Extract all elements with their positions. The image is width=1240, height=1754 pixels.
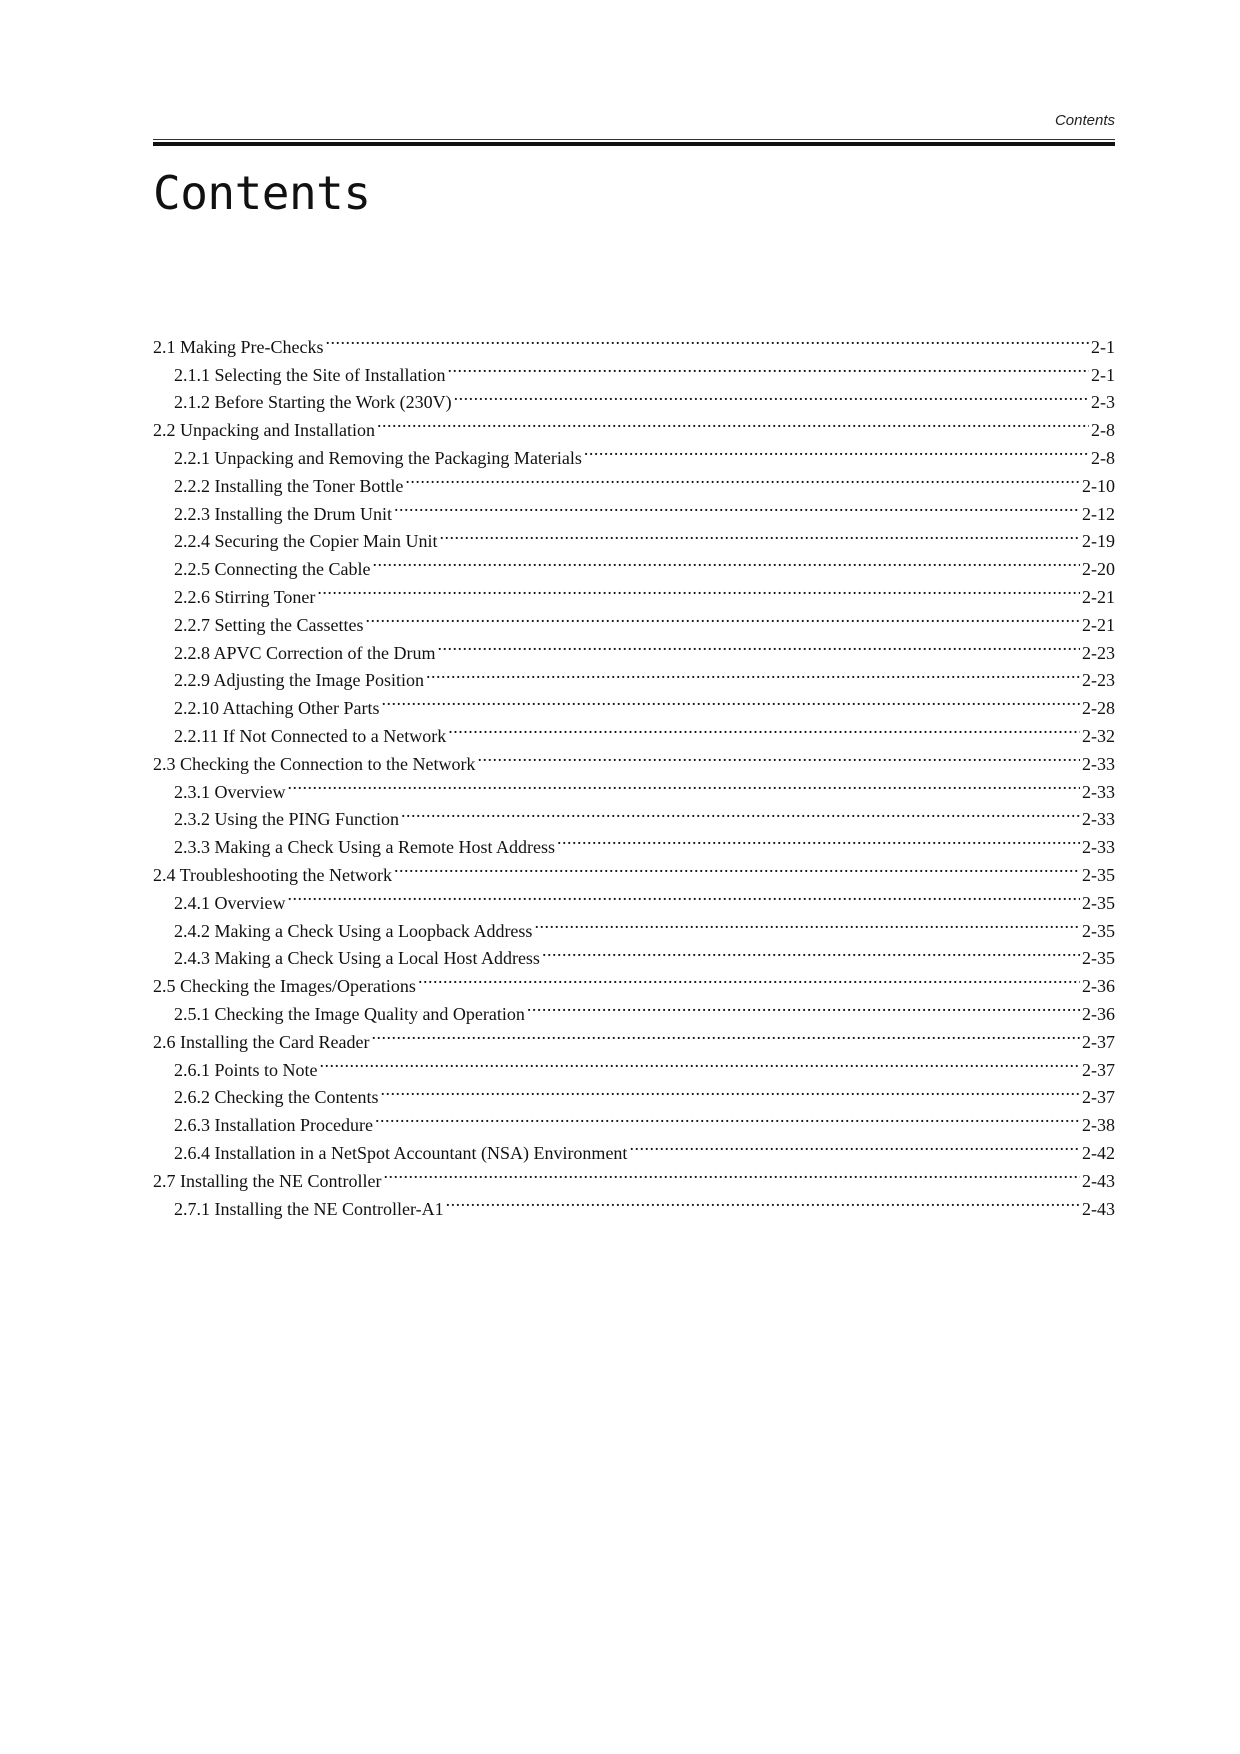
- toc-entry-page: 2-33: [1082, 781, 1115, 802]
- toc-entry-title: 2.2.1 Unpacking and Removing the Packaging Materials: [174, 447, 582, 468]
- toc-dot-leader: [629, 1131, 1080, 1159]
- toc-dot-leader: [454, 381, 1089, 409]
- toc-entry-page: 2-8: [1091, 420, 1115, 441]
- toc-dot-leader: [437, 631, 1080, 659]
- header-rule-thick: [153, 142, 1115, 146]
- toc-entry-page: 2-10: [1082, 475, 1115, 496]
- toc-entry-page: 2-35: [1082, 892, 1115, 913]
- toc-entry-page: 2-35: [1082, 864, 1115, 885]
- toc-dot-leader: [365, 603, 1080, 631]
- toc-entry-page: 2-35: [1082, 920, 1115, 941]
- toc-entry-title: 2.6 Installing the Card Reader: [153, 1031, 370, 1052]
- toc-entry-page: 2-21: [1082, 614, 1115, 635]
- toc-entry-page: 2-36: [1082, 976, 1115, 997]
- toc-entry[interactable]: [153, 770, 1115, 802]
- toc-entry-page: 2-35: [1082, 948, 1115, 969]
- toc-dot-leader: [394, 492, 1080, 520]
- toc-entry-title: 2.6.4 Installation in a NetSpot Accountant (NSA) Environment: [174, 1142, 628, 1163]
- toc-entry-title: 2.2.6 Stirring Toner: [174, 586, 316, 607]
- toc-entry-title: 2.3.2 Using the PING Function: [174, 809, 399, 830]
- toc-dot-leader: [477, 742, 1080, 770]
- toc-entry-title: 2.5.1 Checking the Image Quality and Operation: [174, 1003, 525, 1024]
- toc-dot-leader: [447, 353, 1089, 381]
- toc-entry-title: 2.2.8 APVC Correction of the Drum: [174, 642, 436, 663]
- toc-dot-leader: [380, 1076, 1080, 1104]
- table-of-contents: [153, 325, 1115, 1219]
- toc-dot-leader: [287, 770, 1080, 798]
- toc-entry-title: 2.3.3 Making a Check Using a Remote Host Address: [174, 837, 555, 858]
- toc-dot-leader: [372, 547, 1080, 575]
- toc-entry-title: 2.4.3 Making a Check Using a Local Host Address: [174, 948, 540, 969]
- toc-entry[interactable]: [153, 909, 1115, 941]
- running-header: Contents: [1054, 112, 1115, 129]
- header-rule-thin: [153, 139, 1115, 140]
- toc-entry-title: 2.2.9 Adjusting the Image Position: [174, 670, 424, 691]
- toc-entry-page: 2-37: [1082, 1059, 1115, 1080]
- page-title: Contents: [153, 166, 371, 220]
- toc-entry-page: 2-37: [1082, 1031, 1115, 1052]
- toc-entry-title: 2.2.4 Securing the Copier Main Unit: [174, 531, 438, 552]
- toc-entry-title: 2.6.3 Installation Procedure: [174, 1115, 373, 1136]
- toc-entry-title: 2.2.5 Connecting the Cable: [174, 559, 371, 580]
- toc-entry-title: 2.1.2 Before Starting the Work (230V): [174, 392, 452, 413]
- toc-entry-title: 2.6.1 Points to Note: [174, 1059, 318, 1080]
- toc-entry-title: 2.4.1 Overview: [174, 892, 286, 913]
- toc-dot-leader: [287, 881, 1080, 909]
- toc-dot-leader: [371, 1020, 1080, 1048]
- toc-entry-page: 2-33: [1082, 753, 1115, 774]
- toc-entry-page: 2-8: [1091, 447, 1115, 468]
- toc-entry-page: 2-33: [1082, 809, 1115, 830]
- toc-dot-leader: [527, 992, 1080, 1020]
- toc-dot-leader: [426, 659, 1080, 687]
- toc-entry-page: 2-42: [1082, 1142, 1115, 1163]
- toc-dot-leader: [320, 1048, 1080, 1076]
- toc-dot-leader: [439, 520, 1080, 548]
- toc-entry-title: 2.5 Checking the Images/Operations: [153, 976, 416, 997]
- toc-entry-title: 2.1.1 Selecting the Site of Installation: [174, 364, 446, 385]
- toc-entry-page: 2-43: [1082, 1198, 1115, 1219]
- toc-dot-leader: [325, 325, 1089, 353]
- toc-entry-page: 2-37: [1082, 1087, 1115, 1108]
- toc-dot-leader: [394, 853, 1080, 881]
- toc-entry-title: 2.2.10 Attaching Other Parts: [174, 698, 380, 719]
- toc-entry-title: 2.4.2 Making a Check Using a Loopback Address: [174, 920, 533, 941]
- toc-entry-page: 2-12: [1082, 503, 1115, 524]
- toc-entry[interactable]: [153, 798, 1115, 830]
- toc-dot-leader: [448, 714, 1080, 742]
- toc-dot-leader: [446, 1187, 1080, 1215]
- toc-entry-title: 2.4 Troubleshooting the Network: [153, 864, 393, 885]
- toc-dot-leader: [418, 964, 1080, 992]
- toc-entry-title: 2.2 Unpacking and Installation: [153, 420, 375, 441]
- toc-dot-leader: [405, 464, 1080, 492]
- toc-entry-page: 2-32: [1082, 725, 1115, 746]
- toc-dot-leader: [401, 798, 1080, 826]
- toc-entry-page: 2-38: [1082, 1115, 1115, 1136]
- toc-dot-leader: [542, 937, 1080, 965]
- toc-entry-page: 2-1: [1091, 336, 1115, 357]
- toc-entry-title: 2.2.3 Installing the Drum Unit: [174, 503, 392, 524]
- toc-entry-page: 2-23: [1082, 670, 1115, 691]
- toc-entry-title: 2.2.2 Installing the Toner Bottle: [174, 475, 404, 496]
- toc-dot-leader: [317, 575, 1080, 603]
- toc-entry-title: 2.3.1 Overview: [174, 781, 286, 802]
- toc-entry-title: 2.3 Checking the Connection to the Network: [153, 753, 476, 774]
- toc-entry-title: 2.7 Installing the NE Controller: [153, 1170, 382, 1191]
- toc-entry-page: 2-21: [1082, 586, 1115, 607]
- toc-entry[interactable]: [153, 325, 1115, 357]
- toc-entry-page: 2-20: [1082, 559, 1115, 580]
- toc-dot-leader: [383, 1159, 1080, 1187]
- toc-dot-leader: [534, 909, 1080, 937]
- toc-entry-title: 2.7.1 Installing the NE Controller-A1: [174, 1198, 444, 1219]
- toc-entry-title: 2.2.11 If Not Connected to a Network: [174, 725, 447, 746]
- toc-entry-page: 2-43: [1082, 1170, 1115, 1191]
- toc-entry-page: 2-23: [1082, 642, 1115, 663]
- toc-dot-leader: [381, 686, 1080, 714]
- toc-entry-page: 2-36: [1082, 1003, 1115, 1024]
- toc-dot-leader: [584, 436, 1089, 464]
- toc-entry-title: 2.6.2 Checking the Contents: [174, 1087, 379, 1108]
- toc-dot-leader: [377, 408, 1089, 436]
- toc-entry-page: 2-19: [1082, 531, 1115, 552]
- toc-entry-page: 2-3: [1091, 392, 1115, 413]
- toc-dot-leader: [557, 825, 1080, 853]
- toc-entry-title: 2.1 Making Pre-Checks: [153, 336, 324, 357]
- toc-entry-page: 2-28: [1082, 698, 1115, 719]
- toc-entry[interactable]: [153, 881, 1115, 913]
- toc-entry-page: 2-1: [1091, 364, 1115, 385]
- toc-entry-title: 2.2.7 Setting the Cassettes: [174, 614, 364, 635]
- toc-entry-page: 2-33: [1082, 837, 1115, 858]
- toc-dot-leader: [375, 1103, 1080, 1131]
